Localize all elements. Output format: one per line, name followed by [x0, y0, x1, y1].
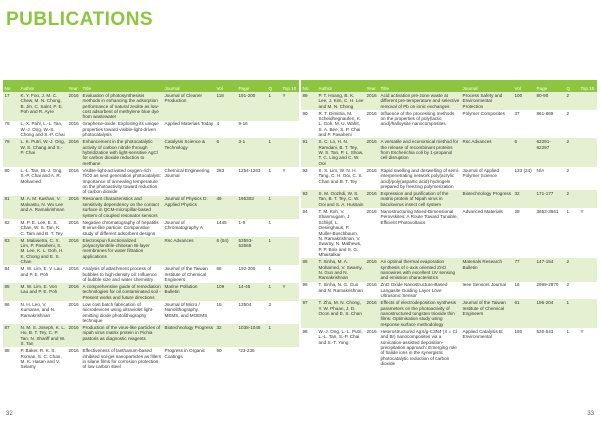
table-header-row: [301, 80, 597, 92]
cell-title: Heterostructured AgX/g-C3N4 (X = Cl and Br) nanocomposites via a sonication-assisted deposition-precipitation approach: Emerging role of halide ions in the synergistic photocatalytic reduction of carbon dioxide: [380, 328, 457, 367]
cell-journal: Progress in Organic Coatings: [164, 348, 206, 359]
cell-year: 2016: [68, 348, 79, 354]
cell-top10: Y: [580, 208, 584, 214]
cell-author: M. P. E. Lee, E. S. Chan, W. S. Tan, K. C. Tam and B. T. Tey: [20, 219, 63, 236]
cell-author: L.-L. Tan, W.-J. Ong, S.-P. Chai and A. R. Mohamed: [20, 167, 63, 184]
cell-journal: Process Safety and Environmental Protection: [462, 92, 503, 109]
cell-title: Expression and purification of the matrix protein of Nipah virus in baculovirus insect cell system: [380, 191, 449, 207]
cell-title: Visible-light-activated oxygen-rich TiO2 as next generation photocatalyst: Importance of annealing temperature on the photoactivity toward reduction of carbon dioxide: [82, 167, 161, 195]
cell-author: T. Sinha, M. A. Mohamed, V. Swamy, N. Guo and N. Ramakrishnan: [318, 259, 363, 281]
cell-vol: 109: [216, 283, 225, 289]
cell-no: 82: [4, 219, 10, 225]
cell-year: 2016: [68, 167, 79, 173]
cell-top10: [579, 190, 597, 208]
cell-q: 1: [268, 196, 272, 202]
cell-journal: Journal of Applied Polymer Science: [462, 167, 500, 179]
cell-top10: [281, 324, 299, 347]
cell-title: A versatile and economical method for the release of recombinant proteins from Escherichia coli by 1-propanol cell disruption: [380, 139, 459, 161]
cell-top10: [579, 138, 597, 167]
cell-top10: [579, 258, 597, 281]
cell-vol: 28: [514, 208, 520, 214]
cell-year: 2016: [68, 324, 79, 330]
table-row: [301, 208, 597, 258]
cell-page: 1254-1263: [238, 167, 261, 173]
cell-journal: Applied Materials Today: [164, 121, 214, 127]
cell-title: An optimal thermal evaporation synthesis of c-axis oriented ZnO nanowires with excellent UV sensing and emission characteristics: [380, 259, 456, 281]
cell-page: 9-16: [238, 121, 248, 127]
cell-top10: Y: [580, 328, 584, 334]
cell-journal: Biotechnology Progress: [462, 191, 512, 197]
cell-page: 1-9: [238, 219, 246, 225]
cell-page: 3653-3661: [536, 208, 559, 214]
cell-journal: Applied Catalysis B: Environmental: [462, 328, 504, 340]
cell-top10: [281, 347, 299, 370]
cell-author: M. W. Lim, E. V. Lau and P. E. Poh: [20, 266, 62, 277]
cell-q: 1: [268, 92, 272, 98]
cell-q: [267, 121, 281, 139]
table-row: [3, 301, 299, 324]
cell-author: M. Malasetra, C. X. Lim, P. Pasaheni, S. M. Lee, K. L. Goh, H. K. Chong and E. S. Chan: [20, 237, 64, 265]
cell-no: 91: [302, 139, 308, 145]
cell-q: 2: [566, 191, 570, 197]
cell-title: Production of the virus-like particles of nipah virus matrix protein in Pichia pastoris as diagnostic reagents: [82, 324, 161, 341]
cell-no: 80: [4, 167, 10, 173]
table-row: [301, 190, 597, 208]
cell-top10: [281, 237, 299, 266]
cell-title: Negative chromatography of hepatitis B virus-like particle: Comparative study of different adsorbent designs: [82, 219, 159, 236]
cell-no: 81: [4, 196, 10, 202]
table-row: [301, 167, 597, 190]
cell-title: Analysis of attachment process of bubbles to high-density oil: Influence of bubble size and water chemistry: [82, 266, 157, 282]
cell-q: 1: [566, 328, 570, 334]
cell-year: 2016: [68, 92, 79, 98]
cell-q: 2: [268, 301, 272, 307]
cell-year: 2016: [68, 266, 79, 272]
publications-table-right: [301, 80, 597, 367]
cell-no: 87: [4, 324, 10, 330]
cell-author: S. S. Lim, W. N. H. Tang, C. H. Ooi, C. S. Chan and B. T. Tey: [318, 167, 363, 184]
table-row: [3, 167, 299, 196]
cell-year: 2016: [366, 191, 377, 197]
cell-journal: Polymer Composites: [462, 110, 505, 116]
cell-author: N. M. S. Joseph, K. L. Ho, B. T. Tey, C. P. Tan, N. Shariff and W. S. Tan: [20, 324, 66, 347]
table-row: [301, 282, 597, 300]
cell-vol: 4: [216, 121, 220, 127]
table-header-row: [3, 80, 299, 92]
cell-no: 83: [4, 237, 10, 243]
header-no: No: [4, 85, 11, 91]
cell-top10: [579, 110, 597, 139]
table-row: [3, 283, 299, 301]
cell-title: A comprehensive guide of remediation technologies for oil contaminated soil - Present works and future directions: [82, 283, 161, 300]
cell-no: 93: [302, 191, 308, 197]
cell-journal: Catalysis Science & Technology: [164, 139, 206, 150]
cell-author: T. M. Koh, V. Shanmugam, J. Schlipf, L. Oesinghaus, P. Muller-Buschbaum, N. Ramakrishnan, V. Swamy, N. Mathews, P. P. Boix and S. G. Mhaisalkar: [318, 208, 362, 258]
cell-journal: Journal of the Taiwan Institute of Chemical Engineers: [462, 300, 506, 316]
cell-year: 2016: [68, 219, 79, 225]
cell-q: 1: [268, 266, 272, 272]
cell-vol: 1445: [216, 219, 227, 225]
cell-page: 191-200: [238, 92, 256, 98]
cell-top10: [281, 219, 299, 237]
cell-journal: Rsc Advances: [164, 237, 194, 243]
cell-vol: 6: [514, 139, 518, 145]
table-row: [301, 258, 597, 281]
cell-vol: 49: [216, 196, 222, 202]
cell-title: Nanostructuring Mixed-Dimensional Perovskites: A Route Toward Tunable, Efficient Photovoltaics: [380, 208, 458, 225]
table-row: [3, 324, 299, 347]
cell-q: 1: [268, 219, 272, 225]
cell-no: 78: [4, 121, 10, 127]
cell-no: 88: [4, 348, 10, 354]
cell-journal: Biotechnology Progress: [164, 324, 214, 330]
table-row: [301, 138, 597, 167]
cell-vol: 16: [514, 282, 520, 288]
table-row: [301, 328, 597, 367]
cell-journal: Journal of Physics D: Applied Physics: [164, 196, 208, 207]
cell-q: 2: [566, 282, 570, 288]
cell-top10: [579, 92, 597, 110]
header-title: Title: [380, 85, 390, 91]
table-row: [3, 92, 299, 121]
cell-author: K. Y. Foo, J. M. C. Chew, M. N. Chong, B. Jin, C. Saint, P. E. Poh and R. Ayre: [20, 92, 63, 115]
cell-vol: 37: [514, 110, 520, 116]
cell-vol: 6: [216, 139, 220, 145]
cell-title: ZnO Oxide Nanostructure-Based Langasite Guiding Layer Love Ultrasonic Sensor: [380, 282, 448, 299]
cell-page: 53553-53568: [238, 237, 253, 248]
table-row: [3, 347, 299, 370]
cell-no: 79: [4, 139, 10, 145]
cell-page: 3-1: [238, 139, 246, 145]
cell-vol: 90: [216, 348, 222, 354]
cell-journal: Materials Research Bulletin: [462, 259, 503, 270]
cell-q: 1: [566, 300, 570, 306]
cell-page: *23-236: [238, 348, 255, 354]
cell-journal: Journal of the Taiwan Institute of Chemical Engineers: [164, 266, 208, 282]
cell-no: 89: [302, 92, 308, 98]
cell-title: Low cost batch fabrication of microdevices using ultraviolet light-emitting diode photolithography technique: [82, 301, 154, 323]
cell-q: 1: [566, 208, 570, 214]
cell-page: 14-45: [238, 283, 251, 289]
cell-page: 530-543: [536, 328, 554, 334]
cell-year: 2016: [366, 167, 377, 173]
table-row: [3, 121, 299, 139]
cell-page: 171-177: [536, 191, 554, 197]
cell-q: 1: [268, 283, 272, 289]
cell-page: 196-204: [536, 300, 554, 306]
cell-top10: [281, 121, 299, 139]
header-no: No: [302, 85, 309, 91]
cell-vol: 15: [216, 301, 222, 307]
cell-author: L.-X. Pahl, L.-L. Tan, W.-J. Ong, W.-S. Chong and S.-P. Chai: [20, 121, 65, 138]
cell-vol: 61: [514, 300, 520, 306]
cell-no: 94: [302, 208, 308, 214]
table-body-right: [301, 92, 597, 367]
cell-author: S. M. Oozhdi, W. S. Tan, B. T. Tey, C. W. Ooi and S. A. Hussain: [318, 191, 364, 207]
cell-author: P. T. Hoang, B. K. Lee, J. Kim, C. H. Lee and M. N. Chong: [318, 92, 364, 109]
cell-year: 2016: [68, 139, 79, 145]
cell-year: 2016: [68, 283, 79, 289]
cell-q: 1: [268, 324, 272, 330]
header-top10: Top 10: [282, 85, 297, 91]
header-vol: Vol: [514, 85, 521, 91]
cell-vol: 32: [216, 324, 222, 330]
header-q: Q: [566, 85, 571, 91]
cell-page: 147-154: [536, 259, 554, 265]
cell-author: T. Sinha, N. G. Guo and N. Ramakrishnan: [318, 282, 363, 293]
cell-vol: 100: [514, 92, 523, 98]
cell-author: P. Baker, R. K. S. Roman, S. C. Chan, M. K. Hasan and V. Selamy: [20, 348, 62, 370]
cell-vol: 118: [216, 92, 224, 98]
header-page: Page: [238, 85, 250, 91]
cell-top10: [281, 196, 299, 219]
header-vol: Vol: [216, 85, 223, 91]
cell-year: 2016: [68, 121, 79, 127]
header-author: Author: [318, 85, 333, 91]
header-q: Q: [268, 85, 273, 91]
header-page: Page: [536, 85, 548, 91]
cell-vol: 283: [216, 167, 225, 173]
cell-vol: 133 (24): [514, 167, 532, 173]
header-year: Year: [366, 85, 376, 91]
cell-journal: Journal of Micro / Nanolithography, MEMS, and MOEMS: [164, 301, 208, 318]
cell-top10: Y: [282, 167, 286, 173]
cell-top10: [579, 167, 597, 190]
cell-year: 2016: [68, 301, 79, 307]
header-year: Year: [68, 85, 78, 91]
cell-no: 86: [4, 301, 10, 307]
cell-q: 1: [268, 167, 272, 173]
cell-q: [267, 347, 281, 370]
cell-author: L. K. Putri, W.-J. Ong, W. S. Chang and S.-P. Chai: [20, 139, 65, 156]
cell-page: 80-90: [536, 92, 549, 98]
cell-author: N. H. Leo, V. Kumaran, and N. Ramakrishnan: [20, 301, 56, 318]
cell-no: 98: [302, 328, 308, 334]
cell-no: 85: [4, 283, 10, 289]
cell-q: 2: [566, 110, 570, 116]
table-row: [301, 299, 597, 328]
publications-table-left: [3, 80, 299, 371]
cell-top10: [281, 265, 299, 283]
cell-no: 97: [302, 300, 308, 306]
cell-page: 192-200: [238, 266, 256, 272]
cell-year: 2016: [366, 92, 377, 98]
cell-page: 2969-2970: [536, 282, 559, 288]
cell-title: Evaluation of photosynthesisis methods in enhancing the adsorption performance of natural zeolite as low-cost adsorbent of methylene blue dye from wastewater: [82, 92, 160, 120]
cell-no: 95: [302, 259, 308, 265]
cell-year: 2016: [366, 259, 377, 265]
cell-vol: 77: [514, 259, 520, 265]
cell-year: 2016: [366, 282, 377, 288]
cell-journal: Chemical Engineering Journal: [164, 167, 210, 179]
cell-title: Resonant characteristics and sensitivity dependency on the contact surface in QCM-micropillar-based system of coupled resonator sensors: [82, 196, 159, 218]
table-row: [3, 138, 299, 167]
table-row: [301, 92, 597, 110]
cell-author: W.-J. Ong, L.-L. Putri, L.-L. Tan, S.-P. Chai and S.-T. Yong: [318, 328, 363, 345]
cell-q: 2: [566, 259, 570, 265]
cell-no: 17: [4, 92, 10, 98]
cell-title: Graphene-oxide: Exploiting its unique properties toward visible-light-driven photocatalysis: [82, 121, 159, 138]
table-body-left: [3, 92, 299, 371]
cell-no: 84: [4, 266, 10, 272]
cell-q: 1: [268, 237, 272, 243]
header-author: Author: [20, 85, 35, 91]
cell-journal: Ieee Sensors Journal: [462, 282, 506, 288]
cell-journal: Journal of Chromatography A: [164, 219, 203, 231]
cell-title: Electrospun functionalized polyacrylonitrile-chitosan Bi-layer membranes for water filtration applications: [82, 237, 150, 259]
cell-page: 13504: [238, 301, 252, 307]
table-row: [3, 219, 299, 237]
cell-year: 2016: [68, 237, 79, 243]
header-title: Title: [82, 85, 92, 91]
cell-journal: Advanced Materials: [462, 208, 503, 214]
cell-top10: [579, 282, 597, 300]
table-row: [301, 110, 597, 139]
cell-no: 92: [302, 167, 308, 173]
cell-q: 2: [566, 92, 570, 98]
header-top10: Top 10: [580, 85, 595, 91]
cell-title: Influence of the processing methods on the properties of poly(lactic acid)/halloysite nanocomposites: [380, 110, 455, 127]
header-journal: Journal: [462, 85, 478, 91]
cell-vol: 6 (54): [216, 237, 229, 243]
cell-year: 2016: [68, 196, 79, 202]
page-number-left: 32: [6, 411, 13, 417]
table-row: [3, 265, 299, 283]
cell-journal: Marine Pollution Bulletin: [164, 283, 198, 295]
cell-page: 861-869: [536, 110, 554, 116]
cell-page: 62291-62297: [536, 139, 551, 150]
page-number-right: 33: [587, 411, 594, 417]
cell-top10: [579, 299, 597, 328]
cell-page: 195303: [238, 196, 254, 202]
cell-page: N/A: [536, 167, 545, 173]
cell-top10: [281, 301, 299, 324]
cell-no: 90: [302, 110, 308, 116]
cell-title: Enhancement in the photocatalytic activity of carbon nitride through hybridization with light-sensitive AgCl for carbon dioxide reduction to methane: [82, 139, 158, 166]
cell-year: 2016: [366, 300, 377, 306]
cell-year: 2016: [366, 139, 377, 145]
cell-author: M. A. M. Kashan, V. Malvastu, N. Wu Lee and A. Ramakrishnan: [20, 196, 65, 213]
cell-vol: 180: [514, 328, 523, 334]
table-row: [3, 196, 299, 219]
cell-title: Effects of electrodeposition synthesis parameters on the photoactivity of nanostructured tungsten trioxide thin films: Optimisation study using response surface methodology: [380, 300, 456, 327]
cell-year: 2016: [366, 328, 377, 334]
cell-author: M. W. Lim, E. Von Lau and P. E. Poh: [20, 283, 58, 295]
page-title: PUBLICATIONS: [6, 9, 154, 30]
cell-top10: Y: [282, 92, 286, 98]
cell-author: T. Zhu, M. N. Chong, Y. W. Phuan, J. D. Ocon and E. S. Chan: [318, 300, 362, 316]
cell-page: 1038-1045: [238, 324, 261, 330]
cell-q: 2: [566, 167, 570, 173]
cell-journal: Rsc Advances: [462, 139, 492, 145]
cell-title: Acid activation pre-zone waste at different pre-temperature and selective removal of Pb on ionic exchanges: [380, 92, 460, 109]
cell-year: 2016: [366, 110, 377, 116]
cell-author: R. T. Dimitria, M. Scheidhegnaufen, K. L. Goh, M. U. Wahit, S. A. Bee, S. P. Chai and P. Pasaheni: [318, 110, 362, 138]
table-row: [3, 237, 299, 266]
cell-top10: [281, 138, 299, 167]
cell-vol: 32: [514, 191, 520, 197]
cell-vol: 68: [216, 266, 222, 272]
cell-q: 1: [268, 139, 272, 145]
cell-author: S. C. Lo, H. N. Ramdani, B. T. Tey, W. S. Tan, P. L. Show, T. C. Ling and C. W. Ooi: [318, 139, 364, 166]
cell-top10: Y: [282, 283, 286, 289]
cell-year: 2016: [366, 208, 377, 214]
cell-title: Rapid swelling and deswelling of semi-interpenetrating network poly(acrylic acid)/poly(aspartic acid) hydrogels prepared by freezing polymerization: [380, 167, 460, 190]
cell-q: 2: [566, 139, 570, 145]
cell-title: Effectiveness of lanthanum-based inhibited sol-gel nanoparticles as fillers in silane films for corrosion protection of low carbon steel: [82, 348, 162, 370]
header-journal: Journal: [164, 85, 180, 91]
cell-no: 96: [302, 282, 308, 288]
cell-journal: Journal of Cleaner Production: [164, 92, 203, 104]
